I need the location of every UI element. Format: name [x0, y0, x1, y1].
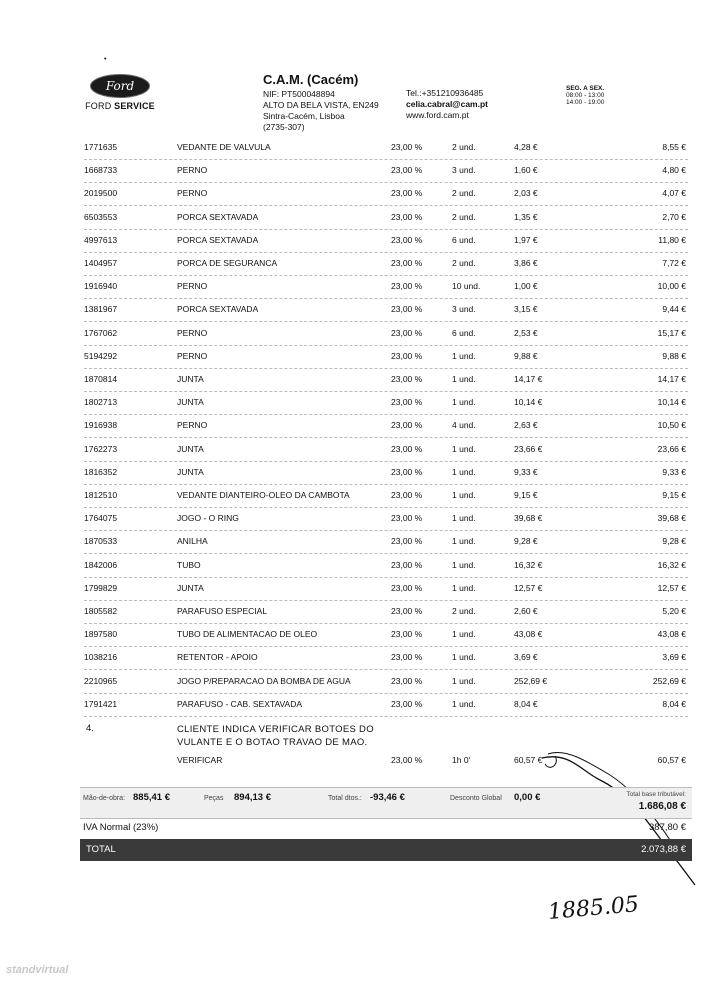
item-tax: 23,00 %: [391, 281, 423, 292]
item-code: 1762273: [84, 443, 118, 454]
item-code: 1870814: [84, 374, 118, 384]
item-description: JUNTA: [177, 374, 204, 384]
item-quantity: 1 und.: [452, 466, 476, 477]
item-total: 5,20 €: [662, 606, 686, 616]
item-quantity: 1 und.: [452, 397, 476, 408]
item-tax: 23,00 %: [391, 559, 423, 570]
table-row: [84, 554, 688, 578]
item-code: 1767062: [84, 327, 118, 338]
item-code: 1764075: [84, 513, 118, 524]
item-total: 9,28 €: [662, 536, 686, 547]
item-code: 1805582: [84, 606, 118, 616]
item-description: PERNO: [177, 281, 208, 292]
table-row: [84, 600, 688, 624]
labor-total-label: Mão-de-obra:: [83, 795, 126, 802]
item-description: TUBO DE ALIMENTACAO DE OLEO: [177, 629, 318, 640]
table-row: [84, 623, 688, 647]
item-total: 39,68 €: [657, 513, 686, 524]
item-quantity: 2 und.: [452, 258, 476, 268]
item-unit-price: 3,69 €: [514, 652, 538, 663]
labor-desc: VERIFICAR: [177, 755, 223, 765]
company-nif: NIF: PT500048894: [263, 89, 335, 99]
item-quantity: 2 und.: [452, 188, 476, 199]
hours-title: SEG. A SEX.: [566, 85, 605, 92]
company-title: C.A.M. (Cacém): [263, 72, 359, 87]
item-code: 1816352: [84, 466, 118, 477]
item-unit-price: 12,57 €: [514, 582, 543, 593]
item-tax: 23,00 %: [391, 327, 423, 338]
parts-total-label: Peças: [204, 795, 224, 802]
item-description: PERNO: [177, 420, 208, 431]
company-address-3: (2735-307): [263, 122, 305, 132]
table-row: [84, 345, 688, 369]
taxable-base-label: Total base tributável:: [626, 791, 686, 798]
item-quantity: 1 und.: [452, 652, 476, 663]
item-total: 14,17 €: [657, 374, 686, 384]
item-total: 2,70 €: [662, 211, 686, 222]
item-unit-price: 16,32 €: [514, 559, 543, 570]
item-description: ANILHA: [177, 536, 208, 547]
item-unit-price: 252,69 €: [514, 675, 548, 686]
item-unit-price: 2,53 €: [514, 327, 538, 338]
contact-website: www.ford.cam.pt: [406, 110, 469, 120]
table-row: [84, 670, 688, 694]
item-total: 4,07 €: [662, 188, 686, 199]
table-row: [84, 159, 688, 183]
item-total: 9,15 €: [662, 490, 686, 500]
item-unit-price: 1,35 €: [514, 211, 538, 222]
item-unit-price: 2,03 €: [514, 188, 538, 199]
ford-service-logo: [82, 74, 158, 111]
item-description: PORCA SEXTAVADA: [177, 304, 259, 315]
item-total: 12,57 €: [657, 582, 686, 593]
item-code: 6503553: [84, 211, 118, 222]
item-code: 5194292: [84, 350, 118, 361]
item-code: 2019500: [84, 188, 118, 199]
item-code: 1381967: [84, 304, 118, 315]
table-row: [84, 229, 688, 253]
item-code: 1791421: [84, 698, 118, 709]
item-total: 9,44 €: [662, 304, 686, 315]
grand-total-label: TOTAL: [86, 844, 116, 855]
item-description: JOGO - O RING: [177, 513, 239, 524]
item-code: 1842006: [84, 559, 118, 570]
item-quantity: 1 und.: [452, 582, 476, 593]
item-unit-price: 9,33 €: [514, 466, 538, 477]
item-total: 4,80 €: [662, 165, 686, 176]
item-tax: 23,00 %: [391, 652, 423, 663]
ford-service-text: [82, 101, 158, 111]
item-description: RETENTOR - APOIO: [177, 652, 258, 663]
item-code: 1038216: [84, 652, 118, 663]
vat-row: [80, 819, 692, 837]
item-code: 1916940: [84, 281, 118, 292]
contact-phone: Tel.:+351210936485: [406, 88, 484, 98]
item-description: JUNTA: [177, 443, 204, 454]
table-row: [84, 484, 688, 508]
ford-oval-logo: Ford: [90, 74, 150, 98]
service-suffix: SERVICE: [114, 101, 155, 111]
item-code: 1771635: [84, 142, 118, 152]
discounts-label: Total dtos.:: [328, 795, 362, 802]
item-description: VEDANTE DIANTEIRO-OLEO DA CAMBOTA: [177, 490, 350, 500]
item-unit-price: 43,08 €: [514, 629, 543, 640]
item-description: JOGO P/REPARACAO DA BOMBA DE AGUA: [177, 675, 351, 686]
item-tax: 23,00 %: [391, 698, 423, 709]
item-unit-price: 39,68 €: [514, 513, 543, 524]
item-quantity: 3 und.: [452, 165, 476, 176]
item-code: 2210965: [84, 675, 118, 686]
totals-bar: [80, 787, 692, 819]
item-code: 1916938: [84, 420, 118, 431]
hours-afternoon: 14:00 - 19:00: [566, 99, 605, 106]
item-total: 8,04 €: [662, 698, 686, 709]
item-unit-price: 9,15 €: [514, 490, 538, 500]
item-description: JUNTA: [177, 466, 204, 477]
item-tax: 23,00 %: [391, 466, 423, 477]
item-description: TUBO: [177, 559, 201, 570]
item-description: PORCA SEXTAVADA: [177, 211, 259, 222]
item-tax: 23,00 %: [391, 513, 423, 524]
note-line-2: VULANTE E O BOTAO TRAVAO DE MAO.: [177, 737, 368, 748]
labor-total: 60,57 €: [657, 755, 686, 765]
table-row: [84, 391, 688, 415]
item-total: 23,66 €: [657, 443, 686, 454]
watermark: standvirtual: [6, 964, 69, 976]
item-unit-price: 3,15 €: [514, 304, 538, 315]
item-code: 1812510: [84, 490, 118, 500]
item-tax: 23,00 %: [391, 374, 423, 384]
item-total: 3,69 €: [662, 652, 686, 663]
item-description: PERNO: [177, 165, 208, 176]
item-quantity: 3 und.: [452, 304, 476, 315]
item-unit-price: 1,00 €: [514, 281, 538, 292]
item-tax: 23,00 %: [391, 142, 423, 152]
global-discount-value: 0,00 €: [514, 792, 541, 803]
item-description: PORCA DE SEGURANCA: [177, 258, 278, 268]
labor-time: 1h 0': [452, 755, 471, 765]
item-quantity: 6 und.: [452, 234, 476, 245]
company-block: [263, 72, 379, 133]
table-row: [84, 298, 688, 322]
item-quantity: 2 und.: [452, 211, 476, 222]
item-total: 9,33 €: [662, 466, 686, 477]
item-code: 4997613: [84, 234, 118, 245]
labor-price: 60,57 €: [514, 755, 543, 765]
hours-morning: 08:00 - 13:00: [566, 92, 605, 99]
item-unit-price: 1,97 €: [514, 234, 538, 245]
vat-label: IVA Normal (23%): [83, 822, 159, 833]
item-description: PERNO: [177, 350, 208, 361]
item-total: 10,50 €: [657, 420, 686, 431]
item-total: 16,32 €: [657, 559, 686, 570]
item-unit-price: 9,88 €: [514, 350, 538, 361]
item-code: 1897580: [84, 629, 118, 640]
item-description: PERNO: [177, 327, 208, 338]
item-description: PORCA SEXTAVADA: [177, 234, 259, 245]
vat-value: 387,80 €: [649, 822, 686, 833]
table-row: [84, 414, 688, 438]
item-unit-price: 14,17 €: [514, 374, 543, 384]
opening-hours: [566, 85, 604, 106]
company-address-1: ALTO DA BELA VISTA, EN249: [263, 100, 379, 110]
item-description: VEDANTE DE VALVULA: [177, 142, 271, 152]
item-tax: 23,00 %: [391, 675, 423, 686]
item-quantity: 1 und.: [452, 559, 476, 570]
table-row: [84, 461, 688, 485]
item-quantity: 1 und.: [452, 536, 476, 547]
table-row: [84, 693, 688, 717]
table-row: [84, 646, 688, 670]
grand-total-bar: [80, 839, 692, 861]
item-description: PARAFUSO - CAB. SEXTAVADA: [177, 698, 303, 709]
note-number: 4.: [86, 723, 94, 734]
item-code: 1404957: [84, 258, 118, 268]
item-quantity: 1 und.: [452, 490, 476, 500]
table-row: [84, 438, 688, 462]
item-tax: 23,00 %: [391, 629, 423, 640]
item-description: JUNTA: [177, 582, 204, 593]
item-total: 9,88 €: [662, 350, 686, 361]
item-tax: 23,00 %: [391, 397, 423, 408]
item-unit-price: 9,28 €: [514, 536, 538, 547]
item-quantity: 1 und.: [452, 629, 476, 640]
table-row: [84, 577, 688, 601]
note-text: [177, 723, 374, 749]
table-row: [84, 530, 688, 554]
item-total: 10,14 €: [657, 397, 686, 408]
item-total: 11,80 €: [658, 234, 686, 245]
item-tax: 23,00 %: [391, 443, 423, 454]
contact-email: celia.cabral@cam.pt: [406, 99, 488, 109]
item-unit-price: 3,86 €: [514, 258, 538, 268]
item-tax: 23,00 %: [391, 234, 423, 245]
item-quantity: 10 und.: [452, 281, 481, 292]
labor-total-value: 885,41 €: [133, 792, 170, 803]
item-code: 1870533: [84, 536, 118, 547]
contact-block: [406, 88, 488, 121]
item-quantity: 1 und.: [452, 675, 476, 686]
item-tax: 23,00 %: [391, 304, 423, 315]
handwritten-amount: 1885.05: [547, 892, 640, 925]
item-total: 8,55 €: [662, 142, 686, 152]
item-quantity: 1 und.: [452, 513, 476, 524]
item-unit-price: 2,60 €: [514, 606, 538, 616]
item-quantity: 1 und.: [452, 374, 476, 384]
item-total: 43,08 €: [657, 629, 686, 640]
item-quantity: 1 und.: [452, 350, 476, 361]
item-tax: 23,00 %: [391, 582, 423, 593]
table-row: [84, 252, 688, 276]
taxable-base-value: 1.686,08 €: [638, 801, 686, 812]
item-quantity: 1 und.: [452, 443, 476, 454]
item-unit-price: 2,63 €: [514, 420, 538, 431]
table-row: [84, 136, 688, 160]
item-unit-price: 1,60 €: [514, 165, 538, 176]
item-description: JUNTA: [177, 397, 204, 408]
item-quantity: 6 und.: [452, 327, 476, 338]
service-prefix: FORD: [85, 101, 112, 111]
stray-mark: •: [104, 56, 107, 63]
item-tax: 23,00 %: [391, 536, 423, 547]
global-discount-label: Desconto Global: [450, 795, 502, 802]
parts-total-value: 894,13 €: [234, 792, 271, 803]
item-tax: 23,00 %: [391, 258, 423, 268]
table-row: [84, 507, 688, 531]
item-quantity: 4 und.: [452, 420, 476, 431]
table-row: [84, 368, 688, 392]
item-tax: 23,00 %: [391, 420, 423, 431]
item-tax: 23,00 %: [391, 606, 423, 616]
item-total: 7,72 €: [662, 258, 686, 268]
item-tax: 23,00 %: [391, 350, 423, 361]
table-row: [84, 182, 688, 206]
item-unit-price: 23,66 €: [514, 443, 543, 454]
table-row: [84, 275, 688, 299]
item-unit-price: 10,14 €: [514, 397, 543, 408]
labor-tax: 23,00 %: [391, 755, 423, 765]
grand-total-value: 2.073,88 €: [641, 844, 686, 855]
item-total: 252,69 €: [652, 675, 686, 686]
item-code: 1802713: [84, 397, 118, 408]
item-description: PERNO: [177, 188, 208, 199]
table-row: [84, 206, 688, 230]
item-total: 10,00 €: [657, 281, 686, 292]
item-tax: 23,00 %: [391, 490, 423, 500]
item-description: PARAFUSO ESPECIAL: [177, 606, 268, 616]
item-quantity: 2 und.: [452, 606, 476, 616]
item-code: 1799829: [84, 582, 118, 593]
note-line-1: CLIENTE INDICA VERIFICAR BOTOES DO: [177, 724, 374, 735]
item-quantity: 2 und.: [452, 142, 476, 152]
table-row: [84, 322, 688, 346]
item-total: 15,17 €: [657, 327, 686, 338]
item-unit-price: 4,28 €: [514, 142, 538, 152]
item-code: 1668733: [84, 165, 118, 176]
item-tax: 23,00 %: [391, 165, 423, 176]
company-address-2: Sintra-Cacém, Lisboa: [263, 111, 345, 121]
item-quantity: 1 und.: [452, 698, 476, 709]
item-tax: 23,00 %: [391, 211, 423, 222]
item-unit-price: 8,04 €: [514, 698, 538, 709]
item-tax: 23,00 %: [391, 188, 423, 199]
discounts-value: -93,46 €: [370, 792, 405, 803]
